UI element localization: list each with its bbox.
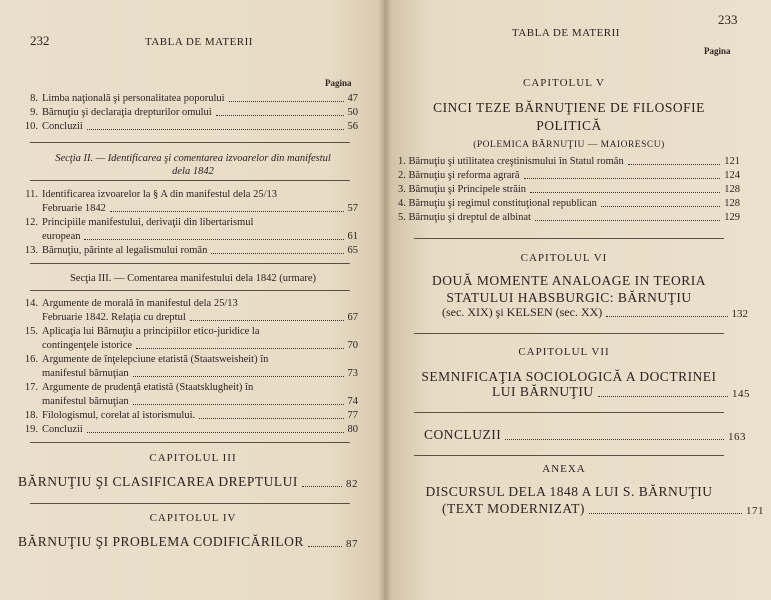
toc-entry-10: 10. Concluzii 56 bbox=[24, 121, 358, 132]
divider bbox=[414, 333, 724, 334]
toc-entry-8: 8. Limba naţională şi personalitatea poporului 47 bbox=[30, 93, 358, 104]
toc-entry-16-line1: 16. Argumente de înţelepciune etatistă (Staatsweisheit) în bbox=[24, 354, 269, 365]
chapter-5-label: CAPITOLUL V bbox=[523, 77, 605, 89]
page-ref: 129 bbox=[724, 212, 740, 223]
pagina-label: Pagina bbox=[325, 78, 352, 88]
chapter-7-title-line1: SEMNIFICAŢIA SOCIOLOGICĂ A DOCTRINEI bbox=[421, 369, 717, 384]
page-ref: 124 bbox=[724, 170, 740, 181]
chapter-6-label: CAPITOLUL VI bbox=[520, 252, 608, 264]
toc-entry-9: 9. Bărnuţiu şi declaraţia drepturilor omului 50 bbox=[30, 107, 358, 118]
chapter-6-title-line3: (sec. XIX) şi KELSEN (sec. XX) 132 bbox=[442, 305, 748, 320]
chapter-5-entry-3: 3. Bărnuţiu şi Principele străin 128 bbox=[398, 184, 740, 195]
page-ref: 61 bbox=[347, 231, 358, 242]
page-ref: 145 bbox=[732, 388, 750, 400]
divider bbox=[30, 503, 350, 504]
page-ref: 128 bbox=[724, 184, 740, 195]
divider bbox=[30, 180, 350, 181]
pagina-label: Pagina bbox=[704, 46, 731, 56]
page-ref: 80 bbox=[347, 424, 358, 435]
running-header: TABLA DE MATERII bbox=[512, 27, 620, 39]
left-page bbox=[0, 0, 384, 600]
section-2-title: Secţia II. — Identificarea şi comentarea izvoarelor din manifestul dela 1842 bbox=[55, 153, 331, 177]
page-ref: 82 bbox=[346, 478, 358, 490]
divider bbox=[30, 290, 350, 291]
book-gutter bbox=[378, 0, 392, 600]
page-ref: 77 bbox=[347, 410, 358, 421]
toc-entry-17-line2: manifestul bărnuţian 74 bbox=[42, 396, 358, 407]
toc-entry-14-line1: 14. Argumente de morală în manifestul dela 25/13 bbox=[24, 298, 238, 309]
toc-entry-17-line1: 17. Argumente de prudenţă etatistă (Staatsklugheit) în bbox=[24, 382, 254, 393]
divider bbox=[30, 142, 350, 143]
toc-entry-15-line2: contingenţele istorice 70 bbox=[42, 340, 358, 351]
toc-entry-14-line2: Februarie 1842. Relaţia cu dreptul 67 bbox=[42, 312, 358, 323]
chapter-3-label: CAPITOLUL III bbox=[149, 452, 237, 464]
divider bbox=[414, 412, 724, 413]
divider bbox=[414, 238, 724, 239]
toc-entry-16-line2: manifestul bărnuţian 73 bbox=[42, 368, 358, 379]
page-ref: 56 bbox=[347, 121, 358, 132]
chapter-3-title: BĂRNUŢIU ŞI CLASIFICAREA DREPTULUI 82 bbox=[18, 474, 358, 490]
page-ref: 121 bbox=[724, 156, 740, 167]
toc-entry-13: 13. Bărnuţiu, părinte al legalismului român 65 bbox=[24, 245, 358, 256]
divider bbox=[30, 442, 350, 443]
annex-title-line2: (TEXT MODERNIZAT) 171 bbox=[442, 501, 764, 517]
page-number: 233 bbox=[718, 12, 738, 27]
chapter-5-subtitle: (POLEMICA BĂRNUŢIU — MAIORESCU) bbox=[473, 140, 665, 150]
chapter-4-label: CAPITOLUL IV bbox=[149, 512, 237, 524]
right-page bbox=[384, 0, 771, 600]
chapter-5-entry-1: 1. Bărnuţiu şi utilitatea creştinismului în Statul român 121 bbox=[398, 156, 740, 167]
page-ref: 87 bbox=[346, 538, 358, 550]
page-ref: 74 bbox=[347, 396, 358, 407]
conclusions-entry: CONCLUZII 163 bbox=[424, 427, 746, 443]
page-ref: 57 bbox=[347, 203, 358, 214]
annex-title-line1: DISCURSUL DELA 1848 A LUI S. BĂRNUŢIU bbox=[425, 484, 713, 499]
toc-entry-19: 19. Concluzii 80 bbox=[24, 424, 358, 435]
page-ref: 73 bbox=[347, 368, 358, 379]
divider bbox=[30, 263, 350, 264]
chapter-5-title: CINCI TEZE BĂRNUŢIENE DE FILOSOFIE POLITICĂ bbox=[433, 100, 705, 133]
chapter-7-title-line2: LUI BĂRNUŢIU 145 bbox=[492, 384, 750, 400]
page-ref: 50 bbox=[347, 107, 358, 118]
page-ref: 163 bbox=[728, 431, 746, 443]
page-ref: 67 bbox=[347, 312, 358, 323]
divider bbox=[414, 455, 724, 456]
toc-entry-12-line1: 12. Principiile manifestului, derivaţii din libertarismul bbox=[24, 217, 254, 228]
toc-entry-15-line1: 15. Aplicaţia lui Bărnuţiu a principiilor etico-juridice la bbox=[24, 326, 260, 337]
toc-entry-12-line2: european 61 bbox=[42, 231, 358, 242]
toc-entry-11-line2: Februarie 1842 57 bbox=[42, 203, 358, 214]
toc-entry-11-line1: 11. Identificarea izvoarelor la § A din manifestul dela 25/13 bbox=[25, 189, 277, 200]
chapter-5-entry-2: 2. Bărnuţiu şi reforma agrară 124 bbox=[398, 170, 740, 181]
page-ref: 47 bbox=[347, 93, 358, 104]
chapter-5-entry-5: 5. Bărnuţiu şi dreptul de albinat 129 bbox=[398, 212, 740, 223]
annex-label: ANEXA bbox=[542, 463, 586, 475]
chapter-4-title: BĂRNUŢIU ŞI PROBLEMA CODIFICĂRILOR 87 bbox=[18, 534, 358, 550]
chapter-5-entry-4: 4. Bărnuţiu şi regimul constituţional republican 128 bbox=[398, 198, 740, 209]
section-3-title: Secţia III. — Comentarea manifestului dela 1842 (urmare) bbox=[69, 273, 317, 284]
page-ref: 70 bbox=[347, 340, 358, 351]
toc-entry-18: 18. Filologismul, corelat al istorismului. 77 bbox=[24, 410, 358, 421]
running-header: TABLA DE MATERII bbox=[145, 36, 253, 48]
page-ref: 128 bbox=[724, 198, 740, 209]
page-ref: 171 bbox=[746, 505, 764, 517]
chapter-7-label: CAPITOLUL VII bbox=[518, 346, 610, 358]
page-number: 232 bbox=[30, 33, 50, 48]
chapter-6-title: DOUĂ MOMENTE ANALOAGE IN TEORIA STATULUI HABSBURGIC: BĂRNUŢIU bbox=[432, 273, 706, 305]
page-ref: 132 bbox=[731, 308, 748, 320]
page-ref: 65 bbox=[347, 245, 358, 256]
